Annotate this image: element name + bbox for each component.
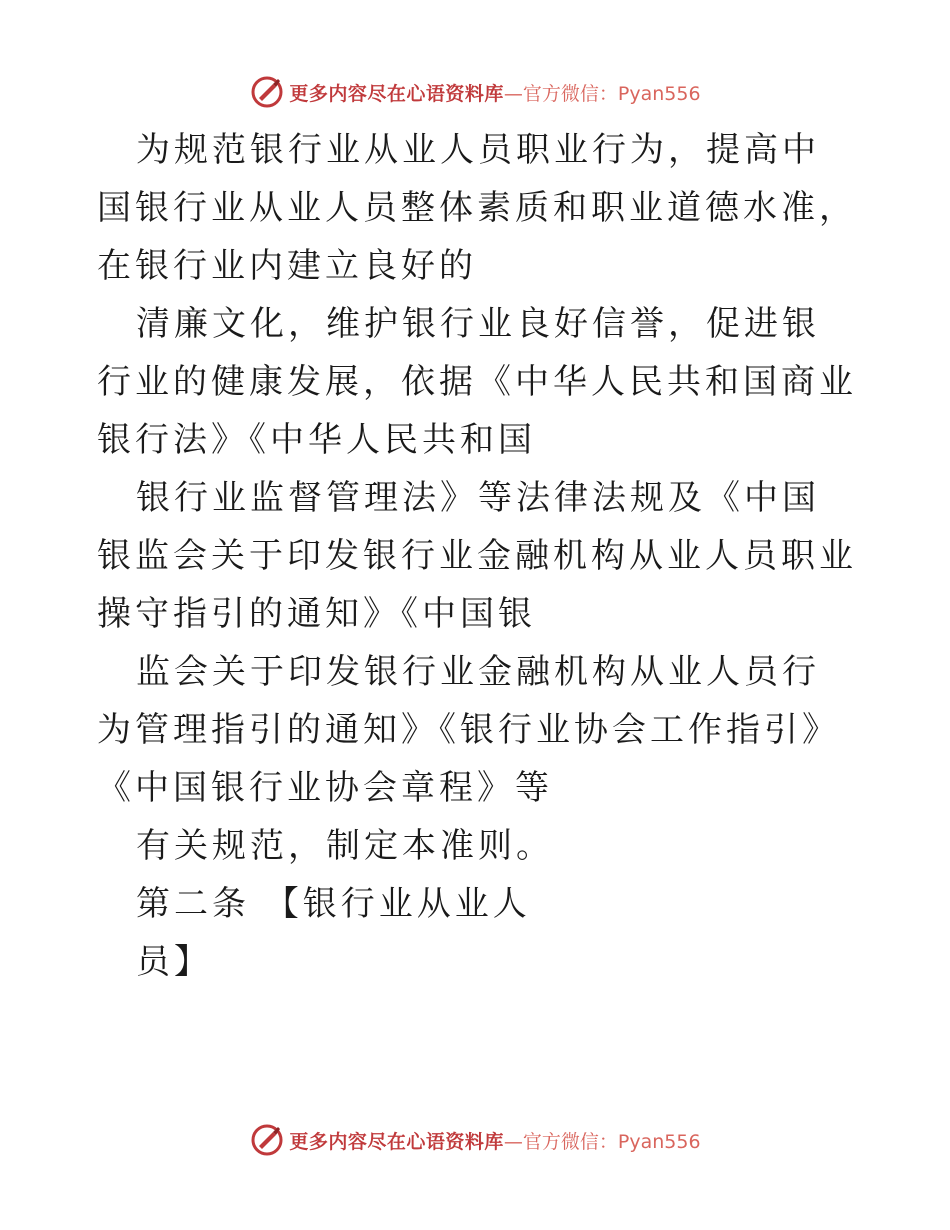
footer-contact: —官方微信：Pyan556 — [503, 1130, 701, 1153]
paragraph: 有关规范，制定本准则。 — [136, 826, 554, 866]
article-heading-continued: 员】 — [136, 942, 212, 982]
pen-logo-icon — [249, 1122, 285, 1158]
footer-brand: 更多内容尽在心语资料库 — [289, 1130, 504, 1153]
header-brand: 更多内容尽在心语资料库 — [289, 82, 504, 105]
document-body — [97, 121, 857, 991]
article-heading: 第二条 【银行业从业人 — [136, 884, 531, 924]
paragraph: 银行业监督管理法》等法律法规及《中国银监会关于印发银行业金融机构从业人员职业操守指引的通知》《中国银 — [97, 478, 857, 634]
paragraph: 监会关于印发银行业金融机构从业人员行为管理指引的通知》《银行业协会工作指引》《中国银行业协会章程》等 — [97, 652, 840, 808]
footer-banner — [0, 1120, 950, 1160]
paragraph: 清廉文化，维护银行业良好信誉，促进银行业的健康发展，依据《中华人民共和国商业银行法》《中华人民共和国 — [97, 304, 857, 460]
paragraph: 为规范银行业从业人员职业行为，提高中国银行业从业人员整体素质和职业道德水准，在银行业内建立良好的 — [97, 130, 857, 286]
pen-logo-icon — [249, 74, 285, 110]
header-banner — [0, 72, 950, 112]
header-contact: —官方微信：Pyan556 — [503, 82, 701, 105]
